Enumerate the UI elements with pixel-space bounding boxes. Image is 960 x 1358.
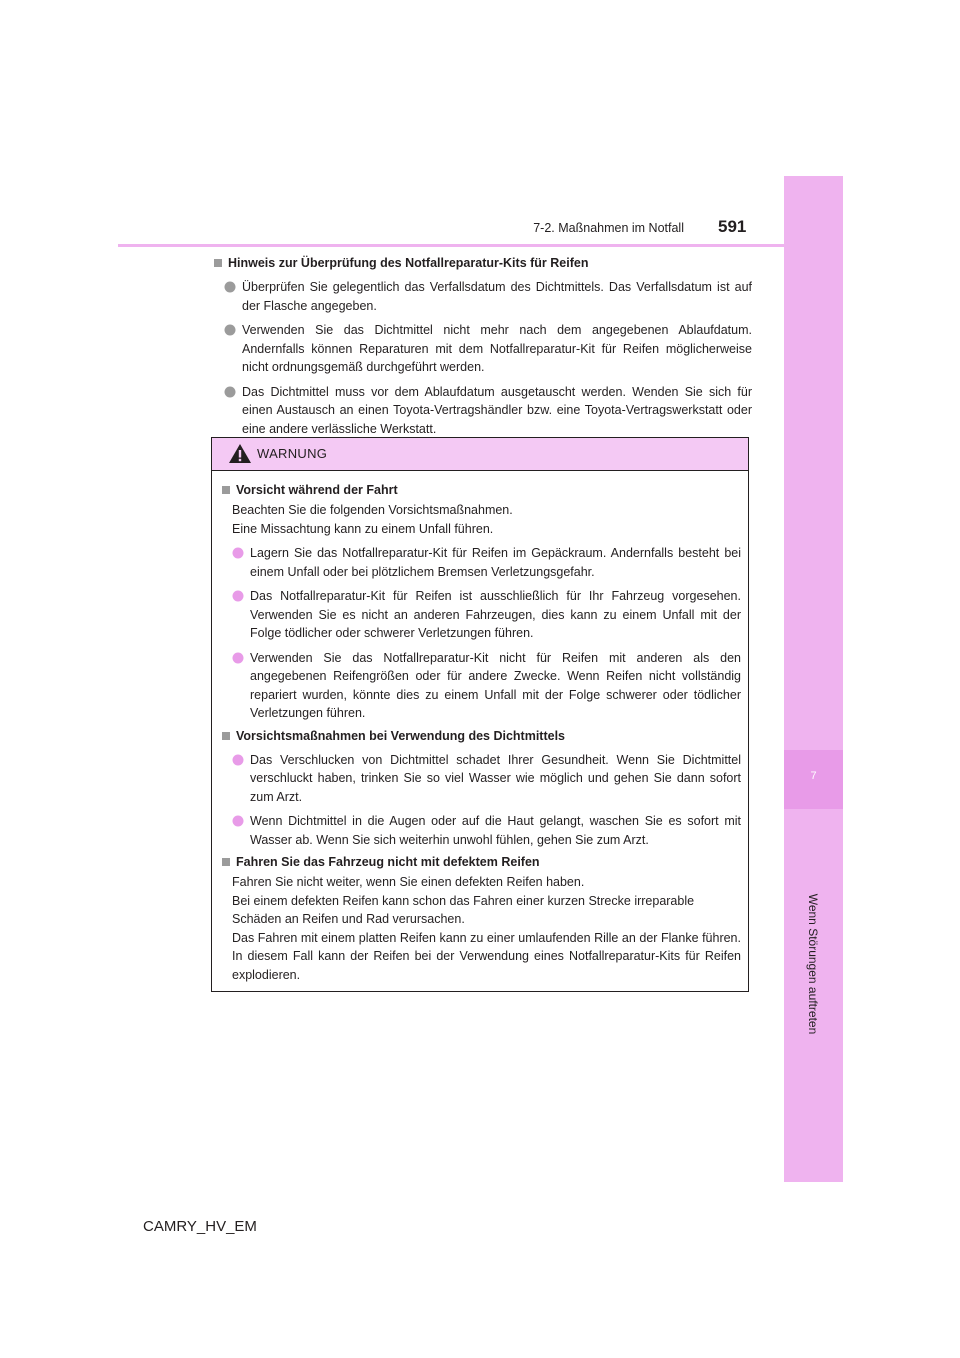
- list-item: Das Verschlucken von Dichtmittel schadet Ihrer Gesundheit. Wenn Sie Dichtmittel verschluckt haben, trinken Sie so viel Wasser wie möglich und gehen Sie dann sofort zum Arzt.: [220, 751, 741, 807]
- warning-heading: Fahren Sie das Fahrzeug nicht mit defektem Reifen: [220, 853, 741, 871]
- model-code: CAMRY_HV_EM: [143, 1218, 257, 1235]
- square-bullet-icon: [222, 732, 230, 740]
- header-rule: [118, 244, 784, 247]
- list-item: Das Dichtmittel muss vor dem Ablaufdatum ausgetauscht werden. Wenden Sie sich für einen Austausch an einen Toyota-Vertragshändler bzw. eine Toyota-Vertragswerkstatt oder eine andere verlässliche Werkstatt.: [212, 383, 752, 439]
- warning-header: [212, 438, 748, 471]
- warning-triangle-icon: [228, 443, 252, 469]
- circle-bullet-icon: [224, 386, 236, 398]
- note-heading: Hinweis zur Überprüfung des Notfallreparatur-Kits für Reifen: [212, 254, 752, 272]
- list-item: Lagern Sie das Notfallreparatur-Kit für Reifen im Gepäckraum. Andernfalls besteht bei einem Unfall oder bei plötzlichem Bremsen Verletzungsgefahr.: [220, 544, 741, 581]
- paragraph: Fahren Sie nicht weiter, wenn Sie einen defekten Reifen haben.: [232, 875, 585, 889]
- warning-box: [211, 437, 749, 992]
- paragraph: Das Fahren mit einem platten Reifen kann zu einer umlaufenden Rille an der Flanke führen. In diesem Fall kann der Reifen bei der Verwendung eines Notfallreparatur-Kits für Reifen explodieren.: [232, 930, 741, 982]
- square-bullet-icon: [222, 486, 230, 494]
- paragraph: Bei einem defekten Reifen kann schon das Fahren einer kurzen Strecke irreparable Schäden an Reifen und Rad verursachen.: [232, 893, 695, 926]
- list-item: Wenn Dichtmittel in die Augen oder auf die Haut gelangt, waschen Sie es sofort mit Wasser ab. Wenn Sie sich weiterhin unwohl fühlen, gehen Sie zum Arzt.: [220, 812, 741, 849]
- paragraph: Eine Missachtung kann zu einem Unfall führen.: [232, 521, 494, 536]
- warning-title: WARNUNG: [257, 446, 328, 461]
- section-title: 7-2. Maßnahmen im Notfall: [533, 221, 684, 235]
- warning-heading: Vorsichtsmaßnahmen bei Verwendung des Dichtmittels: [220, 727, 741, 745]
- list-item: Verwenden Sie das Notfallreparatur-Kit nicht für Reifen mit anderen als den angegebenen Reifengrößen oder für andere Zwecke. Wenn Reifen nicht vollständig repariert wurden, könnte dies zu einem Unfall mit der Folge schwerer oder tödlicher Verletzungen führen.: [220, 649, 741, 723]
- paragraph: Beachten Sie die folgenden Vorsichtsmaßnahmen.: [232, 503, 513, 517]
- circle-bullet-icon: [224, 324, 236, 336]
- square-bullet-icon: [222, 858, 230, 866]
- note-block: [212, 254, 752, 438]
- list-item: Überprüfen Sie gelegentlich das Verfallsdatum des Dichtmittels. Das Verfallsdatum ist auf der Flasche angegeben.: [212, 278, 752, 315]
- circle-bullet-icon: [232, 547, 244, 559]
- chapter-title: Wenn Störungen auftreten: [806, 893, 820, 1035]
- warning-body: [212, 471, 748, 984]
- circle-bullet-icon: [232, 590, 244, 602]
- warning-heading: Vorsicht während der Fahrt: [220, 481, 741, 499]
- circle-bullet-icon: [232, 754, 244, 766]
- page-number: 591: [718, 217, 747, 236]
- list-item: Verwenden Sie das Dichtmittel nicht mehr nach dem angegebenen Ablaufdatum. Andernfalls können Reparaturen mit dem Notfallreparatur-Kit für Reifen möglicherweise nicht ordnungsgemäß durchgeführt werden.: [212, 321, 752, 377]
- chapter-number: 7: [810, 770, 817, 782]
- circle-bullet-icon: [232, 652, 244, 664]
- circle-bullet-icon: [232, 815, 244, 827]
- square-bullet-icon: [214, 259, 222, 267]
- list-item: Das Notfallreparatur-Kit für Reifen ist ausschließlich für Ihr Fahrzeug vorgesehen. Verwenden Sie es nicht an anderen Fahrzeugen, dies kann zu einem Unfall mit der Folge tödlicher oder schwerer Verletzungen führen.: [220, 587, 741, 643]
- circle-bullet-icon: [224, 281, 236, 293]
